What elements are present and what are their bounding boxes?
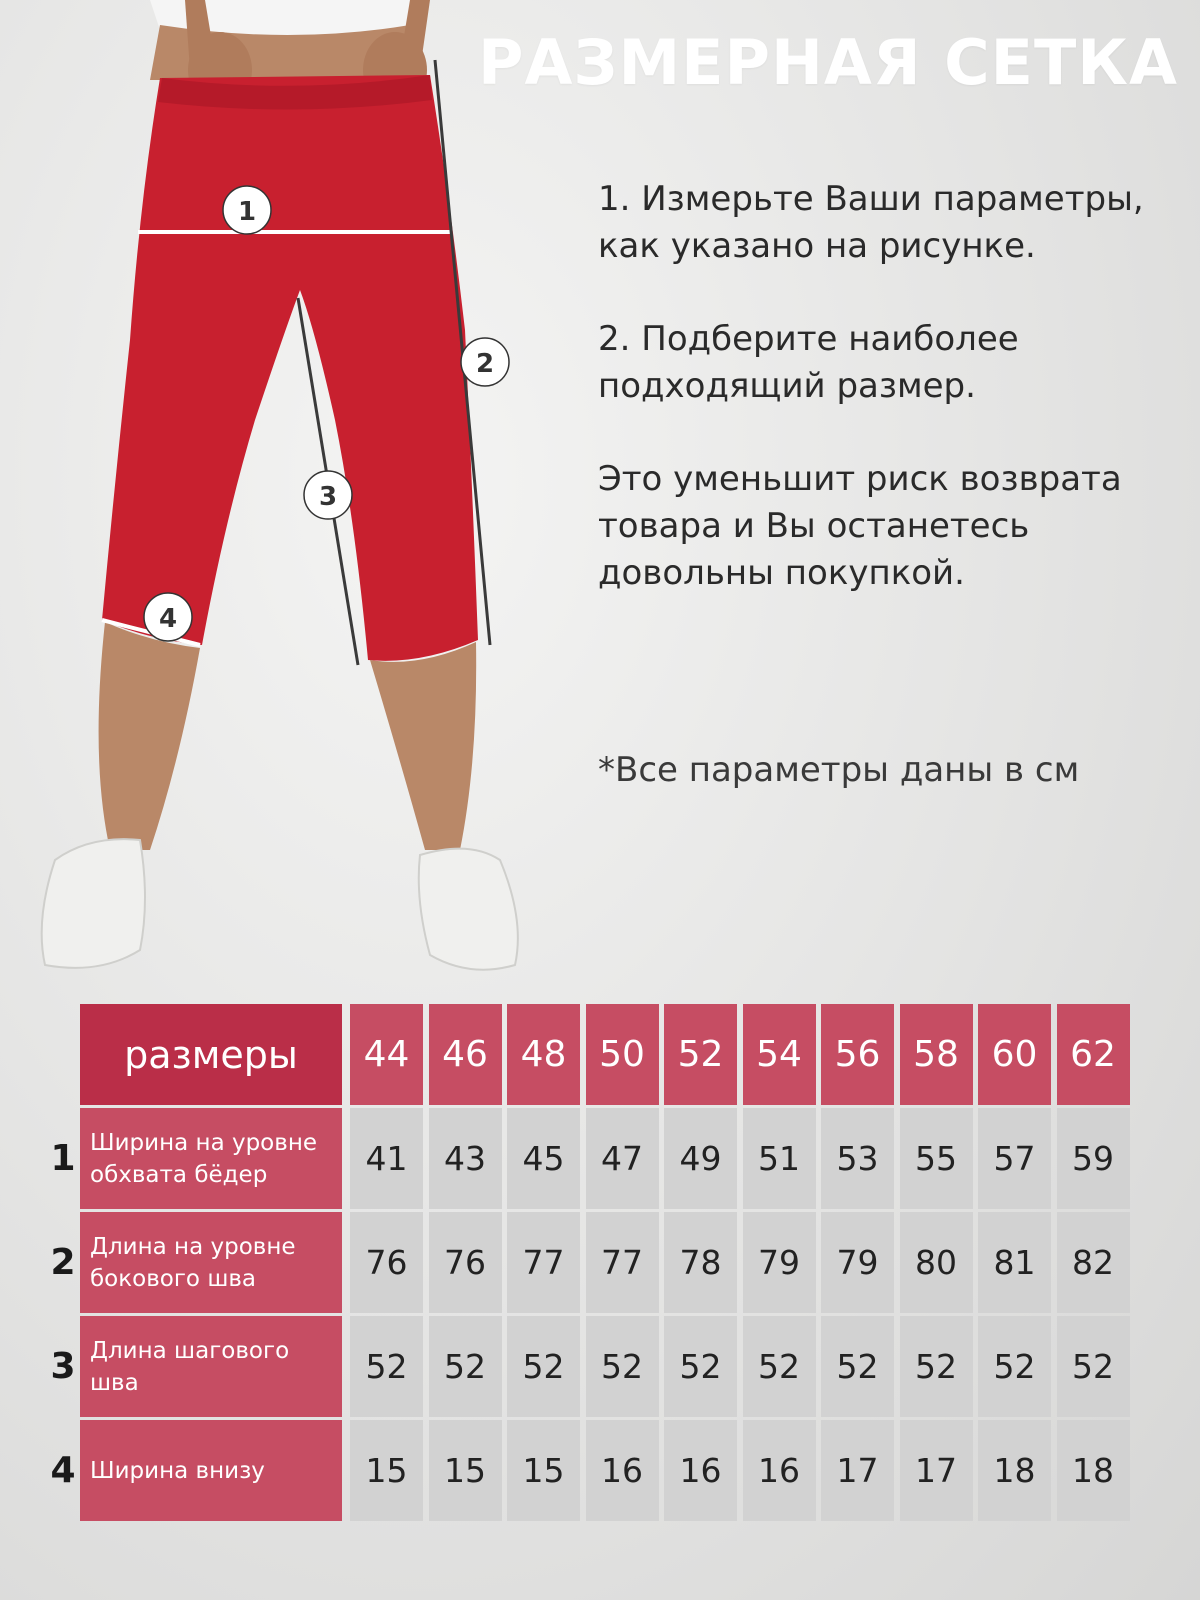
instruction-step-2: 2. Подберите наиболее подходящий размер. xyxy=(598,319,1019,406)
value-cell: 15 xyxy=(429,1420,502,1521)
value-cell: 78 xyxy=(664,1212,737,1313)
value-cell: 52 xyxy=(350,1316,423,1417)
marker-4 xyxy=(144,593,192,641)
instruction-step-1: 1. Измерьте Ваши параметры, как указано на рисунке. xyxy=(598,179,1144,266)
size-header-cell: 60 xyxy=(978,1004,1051,1105)
row-number: 3 xyxy=(50,1346,76,1387)
page-title: РАЗМЕРНАЯ СЕТКА xyxy=(478,26,1178,99)
value-cell: 15 xyxy=(507,1420,580,1521)
row-number: 4 xyxy=(50,1450,76,1491)
value-cell: 45 xyxy=(507,1108,580,1209)
value-cell: 18 xyxy=(978,1420,1051,1521)
size-header-cell: 54 xyxy=(743,1004,816,1105)
svg-text:3: 3 xyxy=(318,482,338,512)
value-cell: 81 xyxy=(978,1212,1051,1313)
value-cell: 49 xyxy=(664,1108,737,1209)
row-number: 1 xyxy=(50,1138,76,1179)
value-cell: 52 xyxy=(664,1316,737,1417)
row-label: Ширина внизу xyxy=(80,1420,342,1521)
size-header-cell: 62 xyxy=(1057,1004,1130,1105)
svg-text:4: 4 xyxy=(158,604,178,634)
value-cell: 15 xyxy=(350,1420,423,1521)
value-cell: 52 xyxy=(507,1316,580,1417)
value-cell: 18 xyxy=(1057,1420,1130,1521)
marker-2 xyxy=(461,338,509,386)
value-cell: 57 xyxy=(978,1108,1051,1209)
row-number: 2 xyxy=(50,1242,76,1283)
value-cell: 47 xyxy=(586,1108,659,1209)
value-cell: 17 xyxy=(900,1420,973,1521)
value-cell: 51 xyxy=(743,1108,816,1209)
value-cell: 79 xyxy=(743,1212,816,1313)
value-cell: 43 xyxy=(429,1108,502,1209)
value-cell: 52 xyxy=(978,1316,1051,1417)
value-cell: 52 xyxy=(586,1316,659,1417)
size-header-cell: 58 xyxy=(900,1004,973,1105)
size-header-cell: 50 xyxy=(586,1004,659,1105)
value-cell: 52 xyxy=(1057,1316,1130,1417)
svg-text:2: 2 xyxy=(475,349,495,379)
value-cell: 53 xyxy=(821,1108,894,1209)
row-label: Длина шагового шва xyxy=(80,1316,342,1417)
svg-text:1: 1 xyxy=(237,197,257,227)
right-shoe xyxy=(419,849,518,970)
marker-3 xyxy=(304,471,352,519)
units-note: *Все параметры даны в см xyxy=(598,750,1080,790)
right-calf xyxy=(370,642,476,850)
value-cell: 52 xyxy=(429,1316,502,1417)
size-header-cell: 52 xyxy=(664,1004,737,1105)
value-cell: 80 xyxy=(900,1212,973,1313)
value-cell: 59 xyxy=(1057,1108,1130,1209)
leggings xyxy=(102,75,478,661)
value-cell: 76 xyxy=(429,1212,502,1313)
left-calf xyxy=(99,622,200,850)
value-cell: 16 xyxy=(664,1420,737,1521)
value-cell: 16 xyxy=(743,1420,816,1521)
value-cell: 76 xyxy=(350,1212,423,1313)
row-label: Длина на уровне бокового шва xyxy=(80,1212,342,1313)
size-header-cell: 56 xyxy=(821,1004,894,1105)
size-header-cell: 44 xyxy=(350,1004,423,1105)
value-cell: 17 xyxy=(821,1420,894,1521)
model-illustration xyxy=(0,0,560,1000)
value-cell: 77 xyxy=(507,1212,580,1313)
header-label: размеры xyxy=(80,1004,342,1105)
marker-1 xyxy=(223,186,271,234)
left-shoe xyxy=(42,839,145,968)
value-cell: 77 xyxy=(586,1212,659,1313)
value-cell: 16 xyxy=(586,1420,659,1521)
value-cell: 52 xyxy=(743,1316,816,1417)
value-cell: 52 xyxy=(900,1316,973,1417)
value-cell: 55 xyxy=(900,1108,973,1209)
value-cell: 82 xyxy=(1057,1212,1130,1313)
instructions xyxy=(598,176,1188,643)
value-cell: 52 xyxy=(821,1316,894,1417)
value-cell: 79 xyxy=(821,1212,894,1313)
row-label: Ширина на уровне обхвата бёдер xyxy=(80,1108,342,1209)
value-cell: 41 xyxy=(350,1108,423,1209)
size-header-cell: 48 xyxy=(507,1004,580,1105)
instruction-note: Это уменьшит риск возврата товара и Вы останетесь довольны покупкой. xyxy=(598,459,1122,593)
size-header-cell: 46 xyxy=(429,1004,502,1105)
